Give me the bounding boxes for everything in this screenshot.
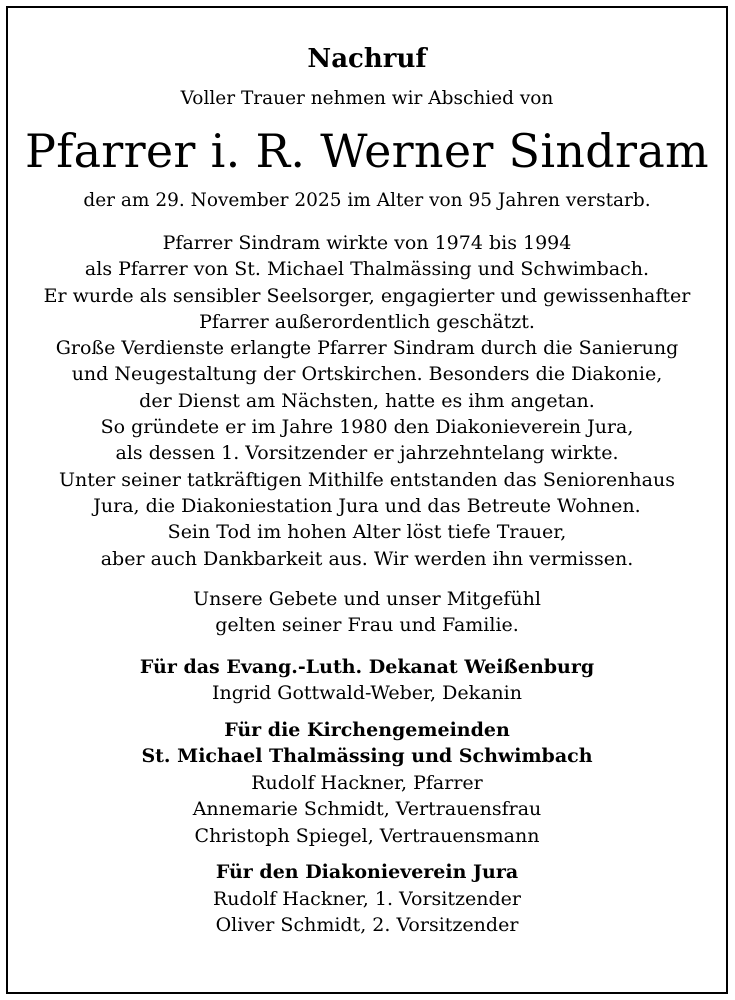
signatory-person: Rudolf Hackner, Pfarrer (251, 771, 483, 794)
intro-text: Voller Trauer nehmen wir Abschied von (180, 88, 554, 109)
obituary-frame (6, 6, 728, 994)
body-line: So gründete er im Jahre 1980 den Diakonieverein Jura, (100, 416, 634, 439)
signatory-org: St. Michael Thalmässing und Schwimbach (141, 745, 593, 768)
body-line: Er wurde als sensibler Seelsorger, engagierter und gewissenhafter (43, 284, 691, 307)
signatory-person: Christoph Spiegel, Vertrauensmann (194, 824, 540, 847)
death-line: der am 29. November 2025 im Alter von 95 Jahren verstarb. (83, 190, 651, 211)
obituary-body (8, 230, 726, 572)
body-line: Große Verdienste erlangte Pfarrer Sindram durch die Sanierung (55, 337, 679, 360)
body-line: und Neugestaltung der Ortskirchen. Besonders die Diakonie, (71, 363, 663, 386)
signatory-diakonieverein (8, 859, 726, 939)
signatory-person: Annemarie Schmidt, Vertrauensfrau (192, 798, 542, 821)
signatory-org: Für das Evang.-Luth. Dekanat Weißenburg (139, 655, 595, 678)
prayer-line: gelten seiner Frau und Familie. (215, 613, 519, 636)
signatory-dekanat (8, 654, 726, 707)
signatory-person: Oliver Schmidt, 2. Vorsitzender (215, 914, 519, 937)
body-line: Jura, die Diakoniestation Jura und das Betreute Wohnen. (93, 494, 641, 517)
prayer-block (8, 586, 726, 638)
body-line: aber auch Dankbarkeit aus. Wir werden ihn vermissen. (100, 547, 634, 570)
prayer-line: Unsere Gebete und unser Mitgefühl (193, 587, 541, 610)
body-line: als dessen 1. Vorsitzender er jahrzehntelang wirkte. (115, 442, 619, 465)
body-line: Pfarrer Sindram wirkte von 1974 bis 1994 (162, 232, 572, 254)
signatory-org: Für den Diakonieverein Jura (215, 861, 519, 884)
signatory-person: Ingrid Gottwald-Weber, Dekanin (212, 682, 522, 705)
signatory-person: Rudolf Hackner, 1. Vorsitzender (212, 887, 521, 910)
body-line: Sein Tod im hohen Alter löst tiefe Trauer, (167, 521, 567, 544)
deceased-name: Pfarrer i. R. Werner Sindram (25, 124, 709, 178)
signatory-kirchengemeinden (8, 717, 726, 850)
body-line: der Dienst am Nächsten, hatte es ihm angetan. (139, 389, 595, 412)
heading: Nachruf (307, 44, 427, 74)
body-line: Pfarrer außerordentlich geschätzt. (199, 310, 535, 333)
body-line: als Pfarrer von St. Michael Thalmässing und Schwimbach. (84, 258, 650, 281)
signatory-org: Für die Kirchengemeinden (224, 718, 510, 741)
body-line: Unter seiner tatkräftigen Mithilfe entstanden das Seniorenhaus (59, 468, 675, 491)
